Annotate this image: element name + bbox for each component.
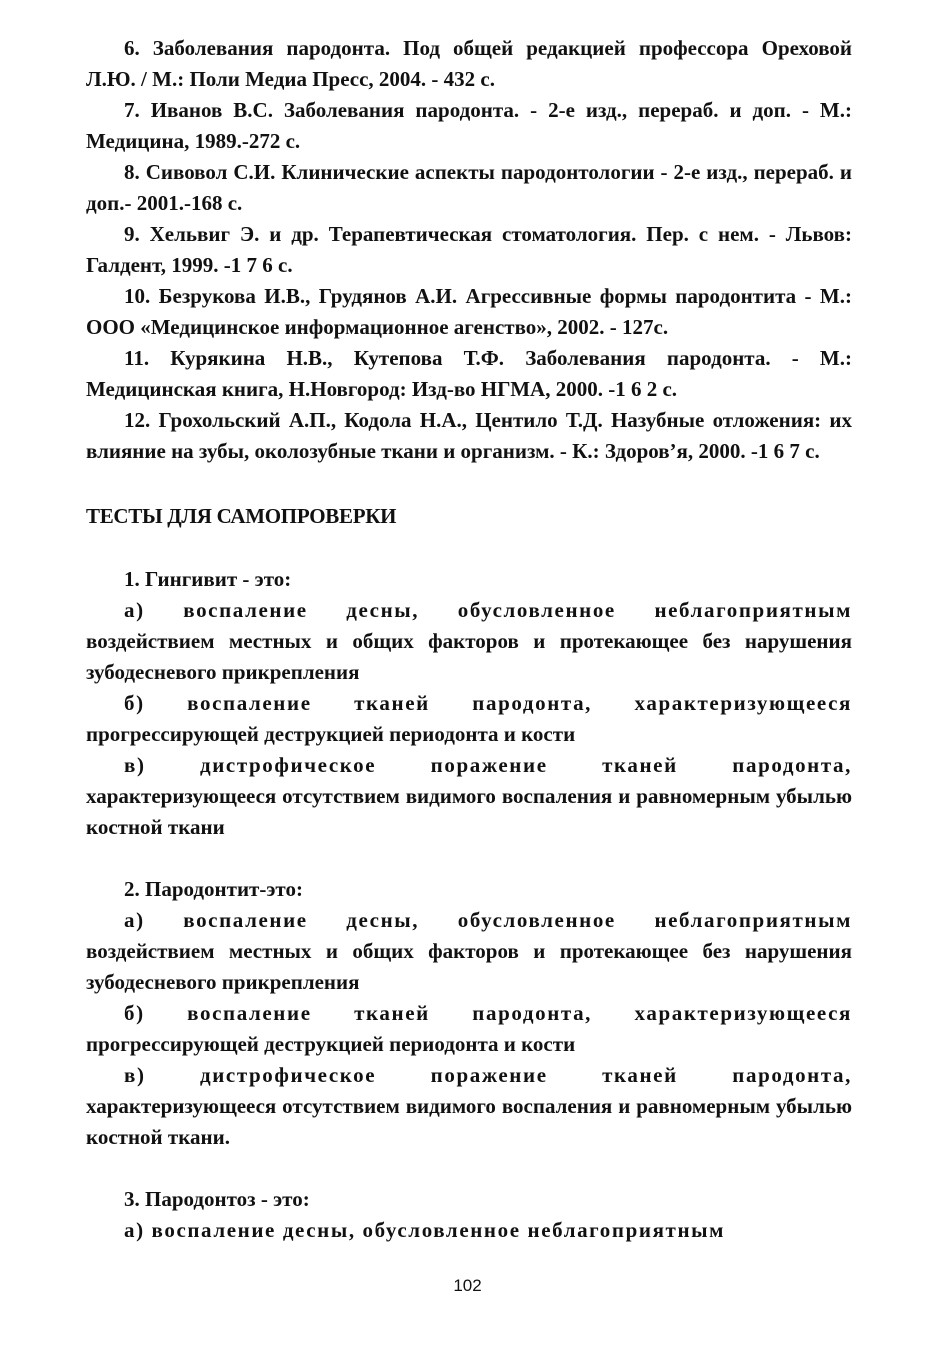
question-block [86, 564, 852, 843]
answer-option [86, 905, 852, 998]
reference-item: 7. Иванов В.С. Заболевания пародонта. - 2-е изд., перераб. и доп. - М.: Медицина, 1989.-272 с. [86, 98, 852, 153]
document-page [86, 33, 852, 1246]
question-block [86, 874, 852, 1153]
option-rest: характеризующееся отсутствием видимого воспаления и равномерным убылью костной ткани. [86, 1094, 852, 1149]
answer-option [86, 688, 852, 750]
option-lead: а) воспаление десны, обусловленное неблагоприятным [124, 1218, 726, 1242]
question-text: 1. Гингивит - это: [124, 567, 292, 591]
question-text: 3. Пародонтоз - это: [124, 1187, 310, 1211]
option-lead: в) дистрофическое поражение тканей пародонта, [124, 753, 852, 777]
option-rest: прогрессирующей деструкцией периодонта и кости [86, 722, 576, 746]
option-lead: а) воспаление десны, обусловленное неблагоприятным [124, 908, 852, 932]
option-rest: прогрессирующей деструкцией периодонта и кости [86, 1032, 576, 1056]
answer-option [86, 1060, 852, 1153]
option-lead: б) воспаление тканей пародонта, характеризующееся [124, 1001, 852, 1025]
option-lead: а) воспаление десны, обусловленное неблагоприятным [124, 598, 852, 622]
option-rest: характеризующееся отсутствием видимого воспаления и равномерным убылью костной ткани [86, 784, 852, 839]
section-title: ТЕСТЫ ДЛЯ САМОПРОВЕРКИ [86, 504, 397, 528]
question-text: 2. Пародонтит-это: [124, 877, 303, 901]
option-rest: воздействием местных и общих факторов и протекающее без нарушения зубодесневого прикрепления [86, 629, 852, 684]
reference-item: 12. Грохольский А.П., Кодола Н.А., Центило Т.Д. Назубные отложения: их влияние на зубы, околозубные ткани и организм. - К.: Здоров’я, 2000. -1 6 7 с. [86, 408, 852, 463]
reference-item: 9. Хельвиг Э. и др. Терапевтическая стоматология. Пер. с нем. - Львов: Галдент, 1999. -1 7 6 с. [86, 222, 852, 277]
reference-item: 10. Безрукова И.В., Грудянов А.И. Агрессивные формы пародонтита - М.: ООО «Медицинское информационное агенство», 2002. - 127с. [86, 284, 852, 339]
option-rest: воздействием местных и общих факторов и протекающее без нарушения зубодесневого прикрепления [86, 939, 852, 994]
reference-item: 6. Заболевания пародонта. Под общей редакцией профессора Ореховой Л.Ю. / М.: Поли Медиа Пресс, 2004. - 432 с. [86, 36, 852, 91]
answer-option [86, 750, 852, 843]
reference-item: 8. Сивовол С.И. Клинические аспекты пародонтологии - 2-е изд., перераб. и доп.- 2001.-168 с. [86, 160, 852, 215]
option-lead: в) дистрофическое поражение тканей пародонта, [124, 1063, 852, 1087]
option-lead: б) воспаление тканей пародонта, характеризующееся [124, 691, 852, 715]
reference-item: 11. Курякина Н.В., Кутепова Т.Ф. Заболевания пародонта. - М.: Медицинская книга, Н.Новгород: Изд-во НГМА, 2000. -1 6 2 с. [86, 346, 852, 401]
page-number: 102 [453, 1276, 482, 1295]
answer-option [86, 1215, 852, 1246]
reference-list [86, 33, 852, 467]
question-block [86, 1184, 852, 1246]
answer-option [86, 595, 852, 688]
answer-option [86, 998, 852, 1060]
